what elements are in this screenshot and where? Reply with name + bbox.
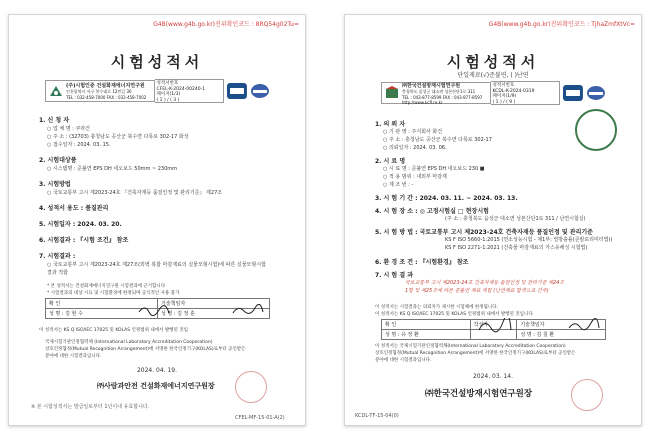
right-meta-box [491, 81, 561, 105]
left-row: ○ 업 체 명 : 쿠라건 [47, 126, 90, 132]
right-row: (주 소 : 충청북도 음성군 대소면 성본산단1로 311 / 난연시험실) [445, 216, 586, 222]
right-org-web: http://www.kcfl.re.kr [402, 99, 443, 105]
right-row: ○ 기 관 명 : 주식회사 화건 [383, 129, 443, 135]
table-cell: 성 명 : 김 정 훈 [158, 309, 270, 319]
left-row: ○ 국토교통부 고시 제2023-24호 『건축자재등 품질인정 및 관리기준』 제27조 [47, 190, 223, 196]
right-official-stamp [571, 379, 603, 411]
right-signature-1 [477, 318, 513, 334]
left-org-tel: TEL : 032-458-7000 FAX : 032-458-7002 [66, 95, 147, 100]
ilac-mra-badge-icon [563, 85, 583, 101]
left-ilac-text: 분야에 대한 시험결과입니다. [45, 354, 102, 359]
right-verification-code: G4B(www.g4b.go.kr)진위확인코드 : TjhaZmfXtVc= [488, 21, 635, 28]
right-section-method: 5. 시 험 방 법 : 국토교통부 고시 제2023-24호 건축자재등 품질인정 및 관리기준 [375, 229, 593, 236]
left-note: * 본 성적서는 건설화재에너지연구원 시험결과에 근거합니다 [47, 284, 166, 289]
table-cell: 기술책임자 [158, 299, 270, 309]
table-cell: 작성자 [470, 320, 517, 330]
right-section-period: 3. 시 험 기 간 : 2024. 03. 11. ~ 2024. 03. 13. [375, 195, 518, 202]
left-section-conditions: 6. 시험결과 : 『시험 조건』 참조 [39, 237, 129, 244]
left-accreditation: 이 성적서는 KS Q ISO/IEC 17025 및 KOLAS 인정범위 내에서 발행된 것임 [39, 328, 188, 333]
right-row: ○ 제 조 번 : - [383, 182, 414, 188]
org-logo-icon [49, 84, 63, 98]
meta-value: ( 1 ) / ( 3 ) [156, 97, 180, 103]
right-signature-2 [567, 318, 601, 332]
right-org-signature: ㈜한국건설방재시험연구원장 [425, 389, 533, 399]
left-section-purpose: 4. 성적서 용도 : 품질관리 [39, 205, 109, 212]
table-cell: 기술책임자 [517, 320, 606, 330]
meta-label: 성적서번호 [492, 83, 515, 88]
right-section-result: 7. 시 험 결 과 [375, 272, 413, 279]
left-section-method: 3. 시험방법 [39, 181, 71, 188]
left-row: ○ 국토교통부 고시 제2023-24호 제27조(외벽 복합 마감재료의 실물모형시험)에 따른 실물모형시험 [47, 262, 266, 268]
left-ilac-text: 상호인정협정(Mutual Recognition Arrangement)에 서명한 한국인정기구(KOLAS)로부터 공인받은 [45, 347, 246, 352]
left-verification-code: G4B(www.g4b.go.kr)진위확인코드 : 8RQ54g02Tu= [153, 21, 299, 28]
left-footer-code: CFEL-MF-15-01-A(2) [235, 415, 285, 421]
right-row: ○ 적 용 범위 : 내외부 마감재 [383, 174, 447, 180]
right-org-tel: TEL : 043-877-8599 FAX : 043-877-8597 [402, 94, 483, 100]
left-official-stamp [235, 371, 267, 403]
left-header [45, 79, 270, 103]
left-org-box [45, 80, 155, 102]
table-cell: 확 인 [382, 320, 471, 330]
meta-value: ( 1 ) / ( 9 ) [492, 99, 516, 105]
left-org-addr: 인천광역시 서구 봉수대로 12번길 36 [66, 89, 132, 94]
left-signature-1 [137, 304, 171, 316]
left-org-signature: ㈜사람과안전 건설화재에너지연구원장 [97, 382, 215, 390]
right-header [381, 81, 606, 105]
left-row: ○ 주 소 : (32703) 충청남도 공산군 북수면 다목로 302-17 화성 [47, 134, 189, 140]
org-logo-icon [385, 86, 399, 100]
left-section-sample: 2. 시험대상품 [39, 157, 77, 164]
left-note: * 시험결과의 대상 시료 및 시험환경에 한정되며 공식적인 사용 불가 [47, 291, 180, 296]
right-org-addr: 충청북도 음성군 대소면 성본산단1로 311 [402, 88, 476, 94]
right-section-sample: 2. 시 료 명 [375, 158, 406, 165]
right-quality-seal [575, 109, 617, 151]
table-cell: 성 명 : 유 정 환 [382, 330, 471, 340]
right-section-client: 1. 의 뢰 자 [375, 121, 406, 128]
right-result-text: 1항 및 제25조에 따른 준불연 재료 적합 (난연재료 합격으로 간주) [405, 288, 549, 294]
left-certificate-page [8, 14, 306, 426]
left-title: 시험성적서 [110, 53, 204, 71]
meta-label: 페이지(1/3) [156, 92, 181, 97]
table-cell: 성 명 : 김 칠 환 [517, 330, 606, 340]
left-issue-date: 2024. 04. 19. [136, 367, 178, 374]
right-accreditation: 이 성적서는 KS Q ISO/IEC 17025 및 KOLAS 인정범위 내에서 발행된 것입니다. [375, 312, 535, 317]
left-footer-note: ※ 본 시험성적서는 발급일로부터 1년이내 유효합니다. [31, 404, 150, 410]
right-row: ○ 주 소 : 충청남도 공산군 북수면 다목로 302-17 [383, 137, 492, 143]
left-section-result: 7. 시험결과 : [39, 253, 76, 260]
right-org-name: ㈜한국건설방재시험연구원 [402, 82, 461, 89]
left-section-date: 5. 시험일자 : 2024. 03. 20. [39, 221, 122, 228]
meta-value: KCDL-K-2024-0319 [492, 88, 535, 94]
right-ilac-text: 이 성적서는 국제시험기관인정협력체(International Laboratory Accreditation Cooperation) [375, 344, 566, 349]
meta-value: CFEL-K-2024-00240-1 [156, 86, 206, 92]
table-cell: 성 명 : 김 현 수 [46, 309, 158, 319]
kolas-badge-icon [586, 85, 606, 101]
right-footer-code: KCDL-TF-15-04(0) [355, 413, 399, 419]
right-ilac-text: 분야에 대한 시험결과입니다. [375, 358, 432, 363]
meta-label: 성적서번호 [156, 81, 179, 86]
right-issue-date: 2024. 03. 14. [472, 373, 514, 380]
right-certificate-page [344, 14, 642, 426]
left-row: ○ 시스템명 : 준불연 EPS DH 네오보드 50mm ~ 230mm [47, 166, 178, 172]
right-row: ○ 시 료 명 : 준불연 EPS DH 네오보드 230 ■ [383, 166, 485, 172]
left-row: ○ 접수일자 : 2024. 03. 15. [47, 142, 111, 148]
table-cell: 확 인 [46, 299, 158, 309]
right-section-location: 4. 시 험 장 소 : ◎ 고정시험실 □ 현장시험 [375, 208, 489, 215]
right-row: KS F ISO 2271-1:2021 (건축물 마감재료의 가스유해성 시험법) [445, 245, 588, 251]
left-org-name: (주)시험인증 건설화재에너지연구원 [66, 83, 145, 89]
left-section-applicant: 1. 신 청 자 [39, 117, 70, 124]
right-accreditation: 이 성적서는 시험결과는 의뢰자가 제시한 시험체에 한정됩니다. [375, 305, 499, 310]
right-section-environment: 6. 환 경 조 건 : 『시험환경』 참조 [375, 259, 469, 266]
right-ilac-text: 상호인정협정(Mutual Recognition Arrangement)에 서명한 한국인정기구(KOLAS)로부터 공인받은 [375, 351, 576, 356]
right-org-box [381, 82, 491, 104]
right-title: 시험성적서 [446, 53, 540, 71]
left-meta-box [155, 79, 225, 103]
kolas-badge-icon [250, 83, 270, 99]
left-ilac-text: 국제시험기관인정협력체 (International Laboratory Accreditation Cooperation) [45, 340, 213, 345]
left-signature-2 [231, 304, 265, 316]
right-result-text: 국토교통부 고시 제2023-24호 건축자재등 품질인정 및 관리기준 제24조 [405, 280, 565, 286]
left-row: 결과 적합 [47, 270, 68, 276]
ilac-mra-badge-icon [227, 83, 247, 99]
meta-label: 페이지(1/9) [492, 94, 517, 99]
right-row: KS F ISO 5660-1:2015 (연소성능시험 - 제1부: 열방출률(콘칼로리미터법)) [445, 237, 613, 243]
right-row: ○ 의뢰일자 : 2024. 03. 06. [383, 145, 447, 151]
right-subtitle: 단일재료(√)준불연, ( )난연 [457, 72, 529, 79]
